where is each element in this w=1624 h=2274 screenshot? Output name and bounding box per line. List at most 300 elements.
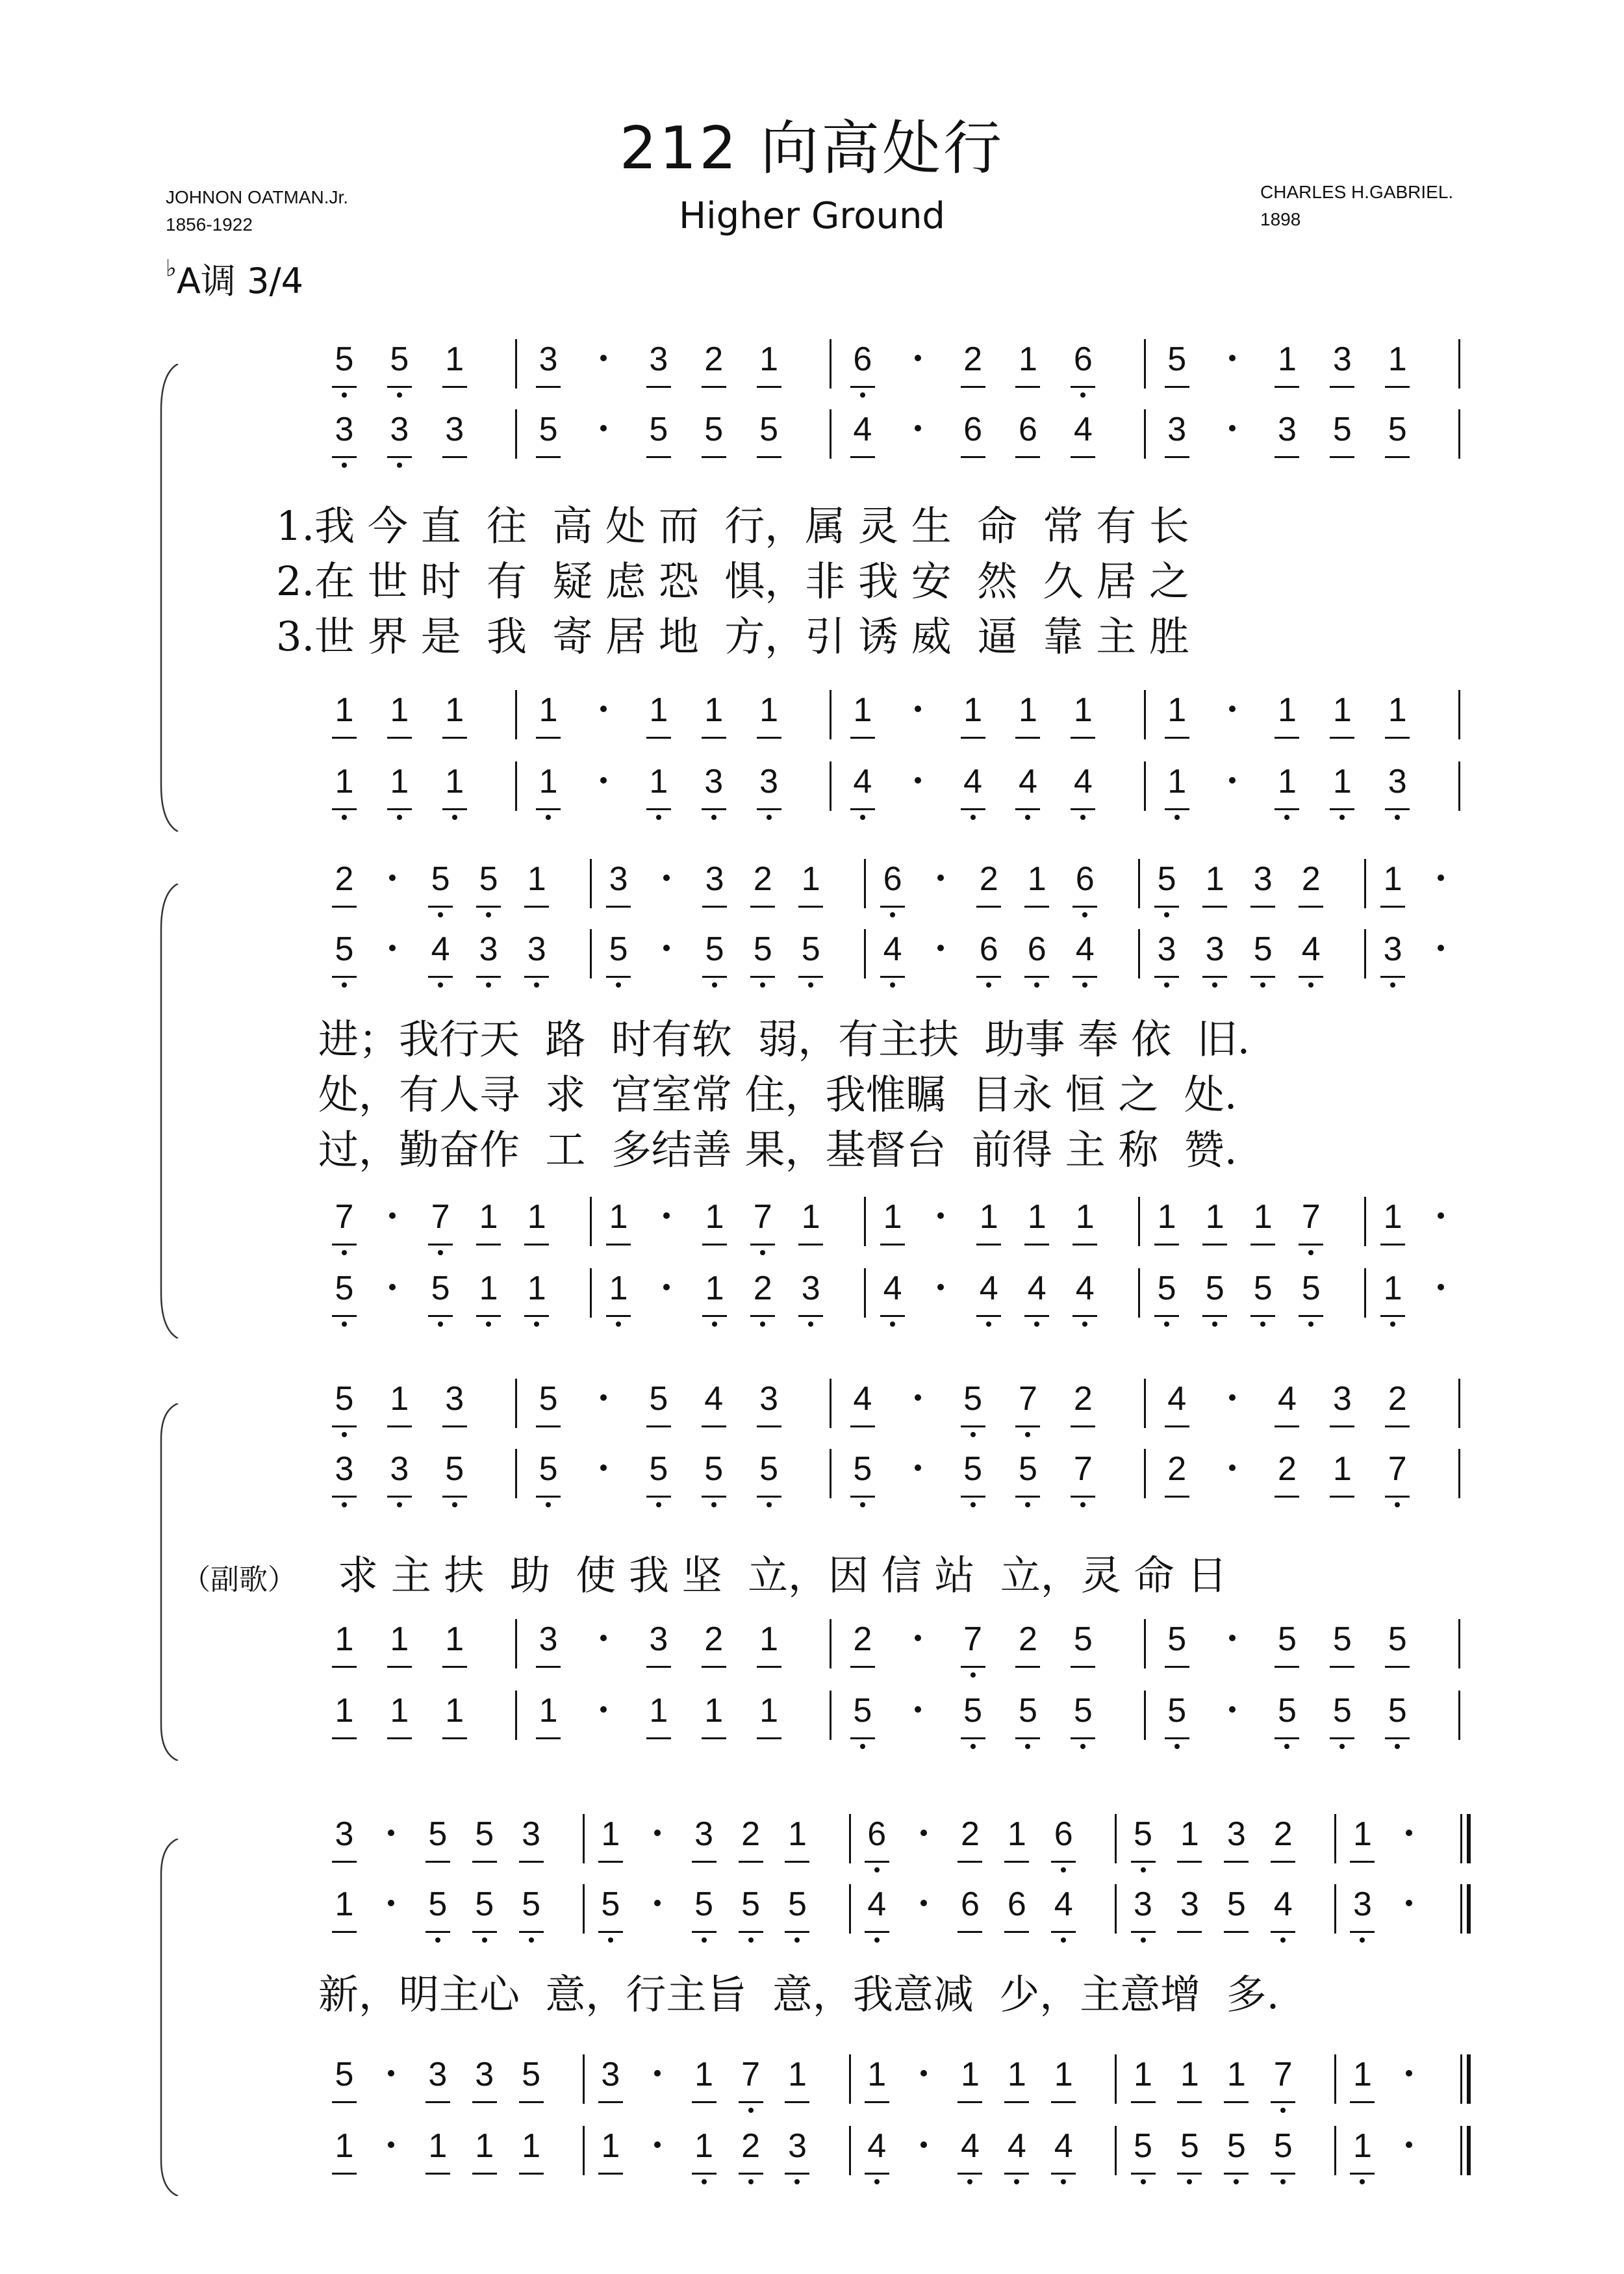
note-digit: 5: [335, 1270, 354, 1307]
duration-underline: [476, 1244, 501, 1246]
low-octave-dot: [1080, 1502, 1085, 1507]
note: [950, 1689, 996, 1761]
augmentation-dot: [915, 1635, 921, 1641]
note-digit: 4: [1019, 763, 1037, 800]
note: [746, 1448, 792, 1519]
note-digit: 3: [649, 1620, 668, 1658]
note-digit: 1: [1027, 1198, 1047, 1236]
duration-underline: [702, 1737, 726, 1739]
note: [691, 1448, 737, 1519]
barline: [864, 859, 866, 908]
note: [1014, 858, 1059, 929]
note-digit: 5: [1073, 1692, 1093, 1730]
duration-underline: [387, 737, 412, 739]
note-digit: 1: [390, 1620, 409, 1658]
note-digit: 6: [883, 860, 902, 898]
lyric-line: 新，明主心 意，行主旨 意，我意减 少，主意增 多.: [318, 1971, 1280, 2018]
duration-underline: [1165, 737, 1189, 739]
note: [1154, 1689, 1200, 1761]
note-digit: 1: [1019, 691, 1037, 729]
note-digit: 1: [335, 2127, 354, 2165]
augmentation-dot: [389, 1212, 396, 1219]
note: [1060, 760, 1106, 832]
duration-underline: [332, 1931, 357, 1933]
duration-underline: [1015, 808, 1040, 810]
note-digit: 4: [853, 1380, 872, 1418]
note-digit: 1: [1332, 691, 1352, 729]
note: [322, 2125, 367, 2196]
note: [1060, 1448, 1106, 1519]
duration-underline: [476, 906, 501, 908]
duration-underline: [750, 906, 775, 908]
duration-underline: [519, 2173, 544, 2175]
duration-underline: [757, 808, 781, 810]
note-digit: 3: [335, 1450, 354, 1488]
note-digit: 7: [1019, 1380, 1037, 1418]
low-octave-dot: [748, 1937, 754, 1943]
composer-credit: [1260, 179, 1453, 233]
low-octave-dot: [397, 1502, 402, 1507]
flat-icon: ♭: [166, 255, 177, 282]
low-octave-dot: [702, 1937, 707, 1943]
note: [1240, 858, 1286, 929]
note: [870, 858, 915, 929]
low-octave-dot: [890, 912, 895, 917]
note: [870, 928, 915, 999]
note: [1060, 1618, 1106, 1689]
note-digit: 3: [1180, 1885, 1199, 1923]
augmentation-dot: [654, 1900, 661, 1906]
note: [691, 1377, 737, 1449]
barline: [590, 929, 592, 978]
note: [588, 1883, 633, 1954]
barline: [1334, 1814, 1336, 1863]
note: [636, 1377, 681, 1449]
duration-underline: [1350, 1861, 1375, 1863]
low-octave-dot: [890, 1322, 895, 1327]
note-digit: 3: [527, 930, 546, 968]
low-octave-dot: [1339, 815, 1345, 820]
duration-underline: [1299, 1244, 1323, 1246]
note: [596, 858, 641, 929]
duration-underline: [1071, 386, 1095, 388]
note-digit: 5: [963, 1692, 983, 1730]
note-digit: 5: [1167, 340, 1187, 378]
note-digit: 1: [961, 2056, 980, 2093]
duration-underline: [1380, 976, 1405, 978]
note-digit: 5: [1277, 1620, 1297, 1658]
note: [588, 2125, 633, 2196]
note: [1213, 2125, 1259, 2196]
duration-underline: [646, 1425, 671, 1427]
note-digit: 1: [445, 1620, 464, 1658]
duration-underline: [332, 2173, 357, 2175]
duration-underline: [1330, 456, 1354, 458]
note: [1154, 1618, 1200, 1689]
duration-underline: [1275, 456, 1299, 458]
note-digit: 5: [1167, 1692, 1187, 1730]
duration-underline: [757, 1666, 781, 1668]
note-digit: 1: [445, 340, 464, 378]
duration-underline: [1330, 1496, 1354, 1498]
note: [870, 1267, 915, 1338]
low-octave-dot: [1280, 2179, 1286, 2184]
duration-underline: [692, 2173, 717, 2175]
duration-underline: [646, 808, 671, 810]
final-barline: [1460, 1814, 1471, 1863]
low-octave-dot: [1212, 982, 1217, 988]
duration-underline: [442, 1666, 467, 1668]
augmentation-dot: [915, 1394, 921, 1401]
duration-underline: [850, 737, 875, 739]
note-digit: 5: [335, 340, 354, 378]
note: [1260, 2053, 1306, 2125]
note-digit: 1: [479, 1198, 498, 1236]
duration-underline: [961, 808, 985, 810]
low-octave-dot: [971, 815, 976, 820]
lower-staff-row: [0, 2053, 1624, 2125]
note: [1014, 928, 1059, 999]
note-digit: 2: [963, 340, 983, 378]
note-digit: 5: [539, 1450, 558, 1488]
low-octave-dot: [1014, 2179, 1019, 2184]
duration-underline: [332, 1315, 357, 1317]
note-digit: 2: [1301, 860, 1321, 898]
note: [418, 858, 463, 929]
note-digit: 4: [1054, 2127, 1073, 2165]
barline: [1334, 2054, 1336, 2104]
note: [1213, 1813, 1259, 1884]
duration-underline: [757, 1737, 781, 1739]
duration-underline: [536, 1737, 561, 1739]
augmentation-dot: [1229, 1635, 1236, 1641]
augmentation-dot: [937, 1212, 944, 1219]
low-octave-dot: [971, 1432, 976, 1437]
note-digit: 4: [883, 1270, 902, 1307]
augmentation-dot: [937, 875, 944, 881]
duration-underline: [536, 1496, 561, 1498]
note-digit: 5: [1332, 411, 1352, 448]
note: [514, 1267, 559, 1338]
note: [1260, 1813, 1306, 1884]
duration-underline: [1275, 1425, 1299, 1427]
note: [432, 1448, 477, 1519]
duration-underline: [1072, 976, 1097, 978]
duration-underline: [1071, 1666, 1095, 1668]
note: [691, 408, 737, 479]
low-octave-dot: [760, 1250, 765, 1255]
note-digit: 1: [1383, 860, 1402, 898]
low-octave-dot: [808, 1322, 813, 1327]
note: [526, 1689, 571, 1761]
duration-underline: [1299, 976, 1323, 978]
duration-underline: [1072, 1244, 1097, 1246]
note-digit: 1: [853, 691, 872, 729]
note: [509, 2125, 554, 2196]
low-octave-dot: [712, 982, 717, 988]
upper-staff-row: [0, 928, 1624, 999]
barline: [1144, 1691, 1146, 1740]
note: [1260, 1883, 1306, 1954]
note: [1041, 1813, 1086, 1884]
note: [994, 1813, 1039, 1884]
note-digit: 1: [1388, 691, 1407, 729]
augmentation-dot: [389, 875, 396, 881]
augmentation-dot: [1229, 777, 1236, 784]
duration-underline: [1275, 1496, 1299, 1498]
note-digit: 3: [1167, 411, 1187, 448]
note-digit: 1: [705, 1198, 724, 1236]
note-digit: 1: [1205, 1198, 1224, 1236]
low-octave-dot: [1061, 1867, 1066, 1872]
duration-underline: [1154, 1244, 1179, 1246]
note: [509, 2053, 554, 2125]
augmentation-dot: [663, 945, 670, 951]
note-digit: 5: [649, 1380, 668, 1418]
note: [1339, 2125, 1385, 2196]
duration-underline: [425, 1861, 450, 1863]
augmentation-dot: [1406, 2070, 1412, 2076]
duration-underline: [1177, 2101, 1202, 2103]
duration-underline: [958, 2101, 982, 2103]
note-digit: 5: [1388, 1620, 1407, 1658]
note: [947, 1813, 993, 1884]
note: [746, 1377, 792, 1449]
duration-underline: [702, 906, 727, 908]
duration-underline: [472, 1931, 497, 1933]
barline: [515, 1379, 517, 1428]
barline: [849, 1884, 851, 1934]
note: [415, 2125, 461, 2196]
note-digit: 1: [522, 2127, 541, 2165]
note: [1167, 2125, 1212, 2196]
barline: [830, 409, 831, 459]
note: [1062, 1195, 1108, 1267]
low-octave-dot: [608, 1937, 613, 1943]
note: [462, 1813, 507, 1884]
note: [1339, 1813, 1385, 1884]
note: [728, 1883, 774, 1954]
duration-underline: [1330, 1737, 1354, 1739]
duration-underline: [472, 2173, 497, 2175]
note: [740, 928, 785, 999]
lyric-line: 过，勤奋作 工 多结善 果，基督台 前得 主 称 赞.: [318, 1126, 1237, 1173]
duration-underline: [519, 1931, 544, 1933]
note: [1288, 1267, 1334, 1338]
note: [1375, 1618, 1420, 1689]
note-digit: 6: [1007, 1885, 1026, 1923]
hymn-subtitle: Higher Ground: [679, 195, 945, 237]
note: [636, 1618, 681, 1689]
low-octave-dot: [986, 1322, 991, 1327]
note-digit: 5: [705, 930, 724, 968]
low-octave-dot: [1061, 1937, 1066, 1943]
low-octave-dot: [986, 982, 991, 988]
note-digit: 2: [335, 860, 354, 898]
low-octave-dot: [1390, 1322, 1395, 1327]
note-digit: 3: [609, 860, 628, 898]
duration-underline: [692, 1931, 717, 1933]
note: [950, 1618, 996, 1689]
duration-underline: [961, 1737, 985, 1739]
duration-underline: [387, 1666, 412, 1668]
duration-underline: [1224, 2101, 1249, 2103]
note-digit: 1: [1205, 860, 1224, 898]
duration-underline: [1330, 1666, 1354, 1668]
low-octave-dot: [656, 815, 661, 820]
low-octave-dot: [1395, 815, 1400, 820]
duration-underline: [1051, 2173, 1076, 2175]
duration-underline: [524, 1244, 549, 1246]
note: [746, 760, 792, 832]
low-octave-dot: [1187, 2179, 1192, 2184]
note-digit: 5: [1019, 1450, 1037, 1488]
note-digit: 1: [539, 763, 558, 800]
note: [1264, 1377, 1310, 1449]
barline: [830, 339, 831, 389]
lyric-line: 进；我行天 路 时有软 弱，有主扶 助事 奉 依 旧.: [318, 1016, 1250, 1063]
note: [322, 1267, 367, 1338]
note-digit: 2: [741, 1815, 760, 1853]
duration-underline: [1202, 976, 1227, 978]
duration-underline: [332, 737, 357, 739]
duration-underline: [387, 456, 412, 458]
duration-underline: [1177, 1861, 1202, 1863]
low-octave-dot: [397, 463, 402, 468]
note: [509, 1883, 554, 1954]
note-digit: 5: [704, 1450, 724, 1488]
note: [322, 338, 367, 409]
low-octave-dot: [438, 1250, 443, 1255]
low-octave-dot: [1164, 1322, 1169, 1327]
note: [322, 689, 367, 760]
note-digit: 5: [522, 2056, 541, 2093]
duration-underline: [750, 976, 775, 978]
note: [526, 408, 571, 479]
duration-underline: [750, 1315, 775, 1317]
duration-underline: [428, 976, 453, 978]
note-digit: 1: [445, 691, 464, 729]
barline: [830, 761, 831, 811]
barline: [830, 690, 831, 739]
note: [1154, 1377, 1200, 1449]
duration-underline: [798, 1244, 823, 1246]
note-digit: 1: [1277, 691, 1297, 729]
augmentation-dot: [389, 945, 396, 951]
duration-underline: [1004, 2101, 1029, 2103]
duration-underline: [1154, 976, 1179, 978]
duration-underline: [1350, 2173, 1375, 2175]
note: [1060, 338, 1106, 409]
note: [1213, 1883, 1259, 1954]
note-digit: 1: [883, 1198, 902, 1236]
augmentation-dot: [915, 777, 921, 784]
duration-underline: [976, 1244, 1001, 1246]
note: [947, 2053, 993, 2125]
low-octave-dot: [656, 1502, 661, 1507]
note-digit: 3: [445, 1380, 464, 1418]
duration-underline: [1165, 808, 1189, 810]
lower-staff-row: [0, 2125, 1624, 2196]
note: [322, 1883, 367, 1954]
note: [415, 1883, 461, 1954]
note-digit: 1: [601, 2127, 620, 2165]
augmentation-dot: [1438, 875, 1444, 881]
note: [1288, 858, 1334, 929]
duration-underline: [476, 1315, 501, 1317]
note: [947, 2125, 993, 2196]
barline: [1144, 1449, 1146, 1498]
note: [854, 2053, 900, 2125]
note-digit: 1: [1157, 1198, 1176, 1236]
barline: [1144, 690, 1146, 739]
upper-staff-row: [0, 408, 1624, 479]
barline: [1138, 1268, 1140, 1318]
note: [432, 338, 477, 409]
note: [377, 1448, 422, 1519]
duration-underline: [1330, 386, 1354, 388]
note: [1319, 1689, 1365, 1761]
note-digit: 5: [1205, 1270, 1224, 1307]
barline: [1144, 1379, 1146, 1428]
note-digit: 3: [335, 411, 354, 448]
note-digit: 5: [853, 1692, 872, 1730]
low-octave-dot: [1284, 1744, 1289, 1749]
note-digit: 1: [527, 1270, 546, 1307]
note-digit: 5: [741, 1885, 760, 1923]
note-digit: 1: [1388, 340, 1407, 378]
low-octave-dot: [342, 392, 347, 398]
duration-underline: [1330, 808, 1354, 810]
note: [1319, 1377, 1365, 1449]
note-digit: 1: [705, 1270, 724, 1307]
lower-staff-row: [0, 1195, 1624, 1267]
low-octave-dot: [967, 2179, 972, 2184]
note: [322, 2053, 367, 2125]
note-digit: 1: [1073, 691, 1093, 729]
duration-underline: [646, 737, 671, 739]
low-octave-dot: [546, 815, 551, 820]
note-digit: 3: [1205, 930, 1224, 968]
note-digit: 1: [649, 1692, 668, 1730]
note: [322, 928, 367, 999]
note-digit: 4: [1167, 1380, 1187, 1418]
duration-underline: [1224, 1861, 1249, 1863]
low-octave-dot: [452, 1502, 457, 1507]
note: [1060, 1689, 1106, 1761]
barline: [515, 339, 517, 389]
duration-underline: [850, 1737, 875, 1739]
augmentation-dot: [600, 1706, 607, 1713]
note: [1060, 408, 1106, 479]
note-digit: 1: [867, 2056, 887, 2093]
duration-underline: [1131, 1861, 1156, 1863]
duration-underline: [865, 1861, 889, 1863]
lyricist-years: 1856-1922: [166, 214, 253, 235]
low-octave-dot: [1061, 2179, 1066, 2184]
duration-underline: [1004, 2173, 1029, 2175]
barline: [1458, 339, 1460, 389]
duration-underline: [1275, 386, 1299, 388]
note: [691, 1689, 737, 1761]
note-digit: 1: [801, 860, 820, 898]
low-octave-dot: [486, 1322, 491, 1327]
augmentation-dot: [1438, 945, 1444, 951]
note: [1319, 408, 1365, 479]
duration-underline: [332, 1737, 357, 1739]
note-digit: 1: [979, 1198, 998, 1236]
note: [1370, 1267, 1415, 1338]
